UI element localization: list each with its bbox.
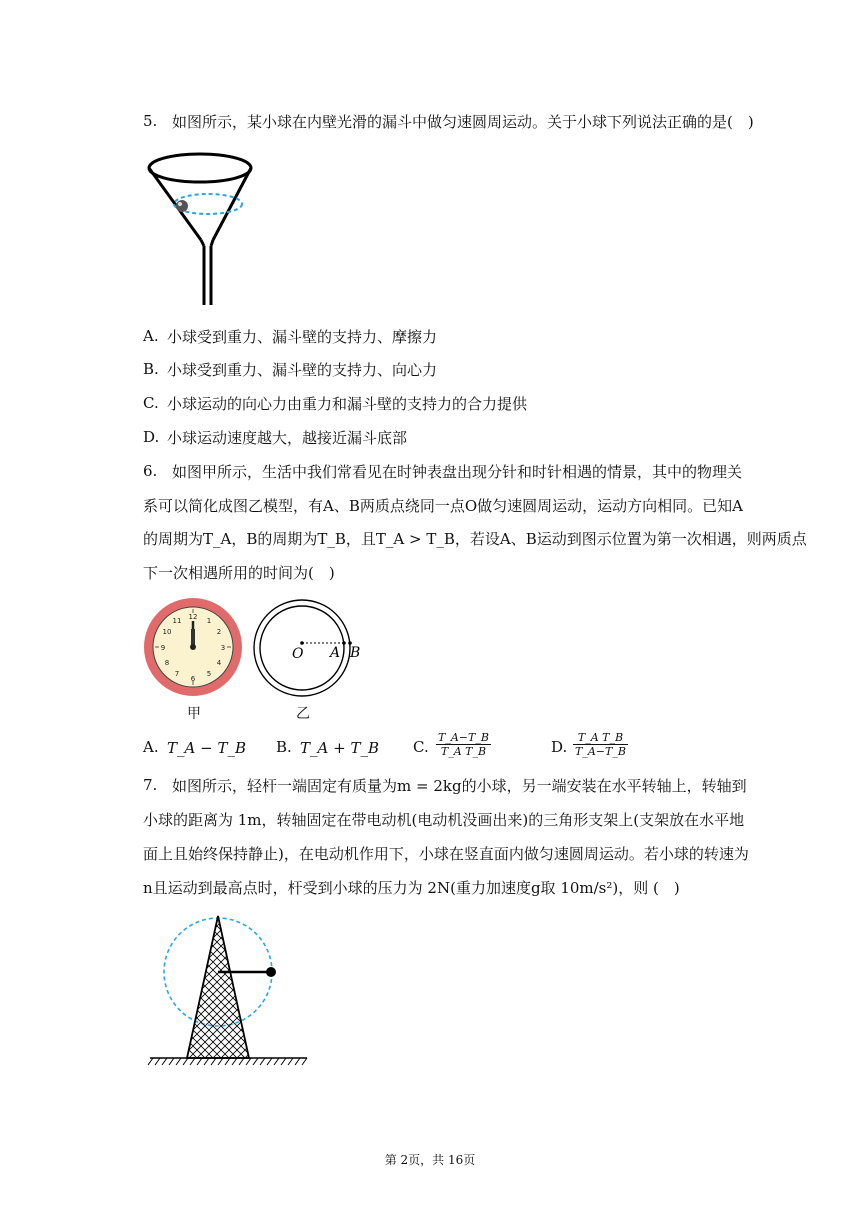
- q6-option-b-label: B.: [276, 738, 292, 756]
- q5-option-c-label: C.: [143, 394, 159, 412]
- svg-text:4: 4: [216, 659, 222, 667]
- q6-line-3: 的周期为T_A，B的周期为T_B，且T_A > T_B，若设A、B运动到图示位置为第一次相遇，则两质点: [143, 530, 807, 548]
- q7-line-3: 面上且始终保持静止)，在电动机作用下，小球在竖直面内做匀速圆周运动。若小球的转速为: [143, 845, 749, 863]
- q5-option-b-text: 小球受到重力、漏斗壁的支持力、向心力: [167, 361, 438, 379]
- q5-option-b-label: B.: [143, 360, 159, 378]
- q5-number: 5.: [143, 112, 158, 130]
- q5-stem: 如图所示，某小球在内壁光滑的漏斗中做匀速圆周运动。关于小球下列说法正确的是( ): [172, 113, 754, 131]
- q7-line-4: n且运动到最高点时，杆受到小球的压力为 2N(重力加速度g取 10m/s²)，则 ( ): [143, 879, 680, 897]
- q7-line-1: 如图所示，轻杆一端固定有质量为m = 2kg的小球，另一端安装在水平转轴上，转轴到: [172, 777, 747, 795]
- q7-line-2: 小球的距离为 1m，转轴固定在带电动机(电动机没画出来)的三角形支架上(支架放在水平地: [143, 811, 745, 829]
- q6-option-d-denominator: T_A−T_B: [575, 745, 626, 758]
- q6-option-d-numerator: T_A T_B: [573, 731, 628, 745]
- q6-line-4: 下一次相遇所用的时间为( ): [143, 564, 335, 582]
- svg-text:8: 8: [164, 659, 170, 667]
- svg-text:9: 9: [160, 644, 166, 652]
- q6-option-a-text: T_A − T_B: [167, 739, 246, 757]
- rotating-rod-figure: [145, 910, 315, 1070]
- caption-yi: 乙: [296, 706, 310, 722]
- q6-line-2: 系可以简化成图乙模型，有A、B两质点绕同一点O做匀速圆周运动，运动方向相同。已知A: [143, 497, 743, 515]
- funnel-figure: [145, 148, 255, 308]
- q5-option-c-text: 小球运动的向心力由重力和漏斗壁的支持力的合力提供: [167, 395, 528, 413]
- q6-option-c-numerator: T_A−T_B: [438, 731, 489, 744]
- orbit-label-b: B: [350, 645, 361, 661]
- clock-figure: [143, 597, 243, 697]
- svg-text:6: 6: [190, 675, 196, 683]
- svg-text:2: 2: [216, 628, 222, 636]
- q6-option-c-label: C.: [413, 738, 429, 756]
- q6-option-d-fraction: [573, 731, 628, 758]
- svg-text:10: 10: [162, 628, 172, 636]
- q6-option-c-denominator: T_A T_B: [440, 745, 487, 758]
- q5-option-a-text: 小球受到重力、漏斗壁的支持力、摩擦力: [167, 328, 438, 346]
- orbit-figure: [252, 598, 367, 698]
- svg-text:3: 3: [220, 644, 226, 652]
- orbit-label-a: A: [330, 645, 341, 661]
- svg-text:5: 5: [206, 670, 212, 678]
- q6-option-b-text: T_A + T_B: [300, 739, 379, 757]
- svg-text:11: 11: [172, 617, 182, 625]
- q6-option-d-label: D.: [551, 738, 568, 756]
- svg-text:1: 1: [206, 617, 212, 625]
- q6-line-1: 如图甲所示，生活中我们常看见在时钟表盘出现分针和时针相遇的情景，其中的物理关: [172, 463, 743, 481]
- q5-option-a-label: A.: [143, 327, 159, 345]
- q5-option-d-text: 小球运动速度越大，越接近漏斗底部: [167, 429, 408, 447]
- q6-option-a-label: A.: [143, 738, 159, 756]
- q5-option-d-label: D.: [143, 428, 160, 446]
- q7-number: 7.: [143, 776, 158, 794]
- orbit-label-o: O: [292, 646, 304, 662]
- caption-jia: 甲: [187, 706, 201, 722]
- svg-text:7: 7: [174, 670, 180, 678]
- page-footer: 第 2页，共 16页: [384, 1153, 476, 1167]
- q6-number: 6.: [143, 462, 158, 480]
- q6-option-c-fraction: [436, 731, 491, 758]
- svg-text:12: 12: [188, 613, 198, 621]
